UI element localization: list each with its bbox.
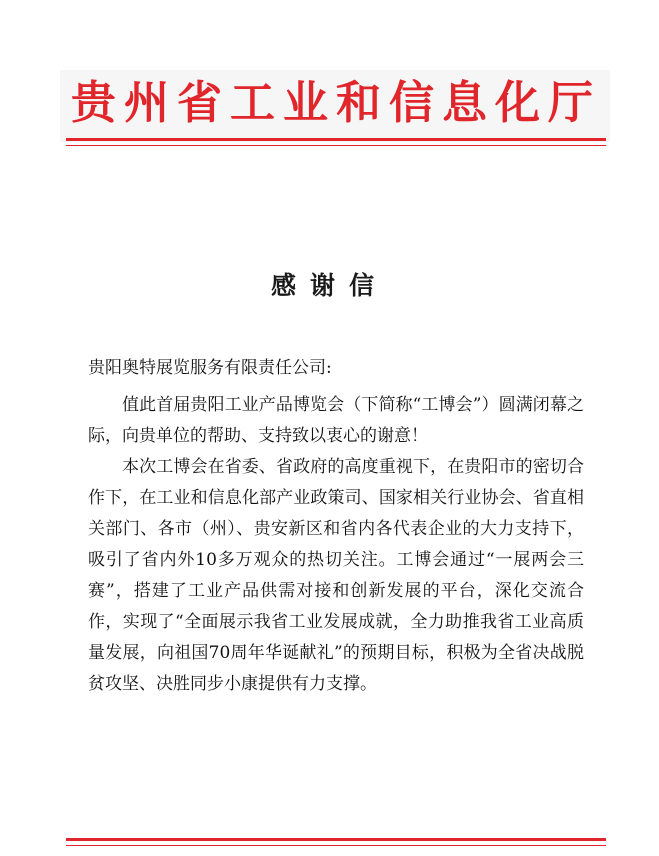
footer-rule-thin <box>66 845 606 846</box>
paragraph-2: 本次工博会在省委、省政府的高度重视下，在贵阳市的密切合作下，在工业和信息化部产业政策司、国家相关行业协会、省直相关部门、各市（州）、贵安新区和省内各代表企业的大力支持下，吸引了省内外10多万观众的热切关注。工博会通过“一展两会三赛”，搭建了工业产品供需对接和创新发展的平台，深化交流合作，实现了“全面展示我省工业发展成就，全力助推我省工业高质量发展，向祖国70周年华诞献礼”的预期目标，积极为全省决战脱贫攻坚、决胜同步小康提供有力支撑。 <box>88 457 584 694</box>
letterhead-title: 贵州省工业和信息化厅 <box>70 76 601 129</box>
footer-rule-thick <box>66 838 606 841</box>
salutation: 贵阳奥特展览服务有限责任公司: <box>88 358 332 378</box>
letterhead-rule-thin <box>66 145 606 146</box>
letter-body <box>88 390 584 700</box>
paragraph-1: 值此首届贵阳工业产品博览会（下简称“工博会”）圆满闭幕之际，向贵单位的帮助、支持致以衷心的谢意！ <box>88 395 584 446</box>
document-title: 感谢信 <box>270 271 388 300</box>
letterhead-rule-thick <box>66 138 606 141</box>
